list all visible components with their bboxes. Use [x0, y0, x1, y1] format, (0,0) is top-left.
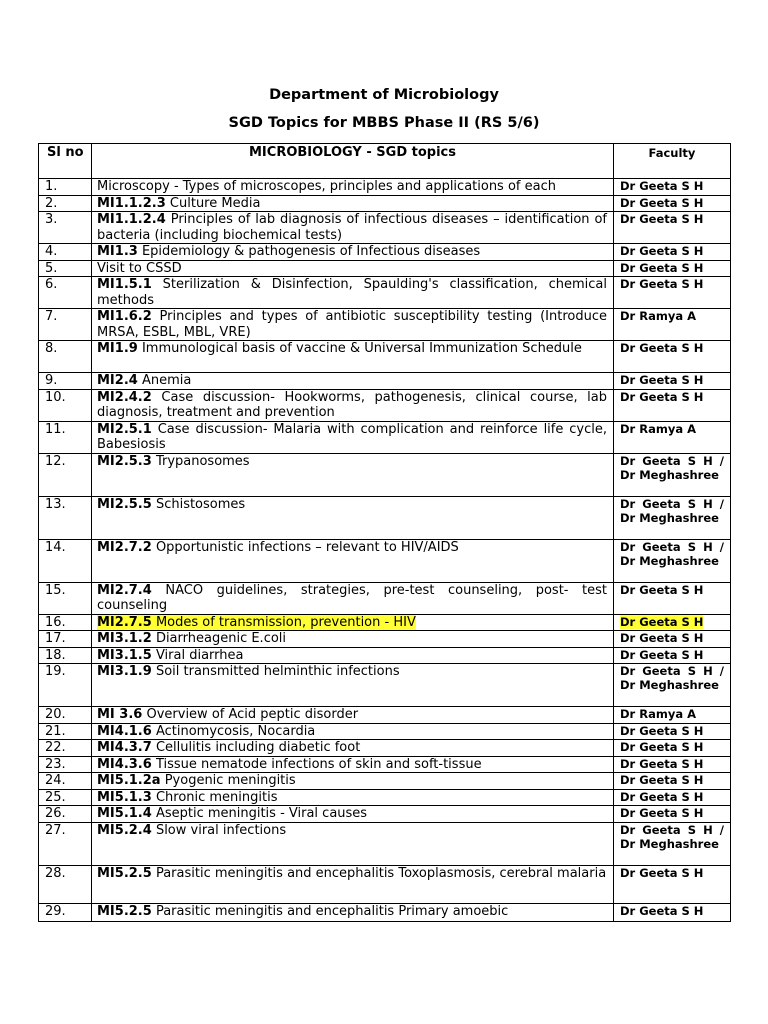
row-topic [92, 614, 614, 631]
row-faculty: Dr Geeta S H [614, 179, 731, 196]
row-faculty: Dr Geeta S H [614, 740, 731, 757]
row-topic [92, 341, 614, 373]
row-sl-no: 24. [39, 773, 92, 790]
topic-code: MI5.2.4 [97, 822, 152, 838]
topic-text: Parasitic meningitis and encephalitis Primary amoebic [155, 903, 509, 919]
row-topic [92, 195, 614, 212]
topic-code: MI1.9 [97, 341, 138, 356]
topic-text: Viral diarrhea [155, 647, 244, 663]
row-faculty: Dr Geeta S H [614, 806, 731, 823]
row-topic [92, 373, 614, 390]
row-topic [92, 496, 614, 539]
topic-code: MI2.4 [97, 373, 138, 388]
topic-code: MI3.1.5 [97, 647, 152, 663]
row-faculty: Dr Ramya A [614, 309, 731, 341]
topic-code: MI1.6.2 [97, 309, 152, 324]
header-sl-no: Sl no [39, 144, 92, 179]
table-row [39, 723, 731, 740]
topic-text: Epidemiology & pathogenesis of Infectious diseases [141, 244, 481, 259]
row-topic [92, 212, 614, 244]
row-topic [92, 756, 614, 773]
topic-code: MI2.7.4 [97, 582, 152, 598]
row-topic [92, 723, 614, 740]
row-topic [92, 179, 614, 196]
topic-text: Overview of Acid peptic disorder [146, 707, 359, 722]
table-row [39, 806, 731, 823]
table-row [39, 260, 731, 277]
table-row [39, 309, 731, 341]
row-sl-no: 23. [39, 756, 92, 773]
row-sl-no: 14. [39, 539, 92, 582]
table-row [39, 631, 731, 648]
topic-text: Case discussion- Hookworms, pathogenesis, clinical course, lab diagnosis, treatment and prevention [97, 389, 607, 420]
row-topic [92, 539, 614, 582]
row-sl-no: 8. [39, 341, 92, 373]
table-row [39, 865, 731, 903]
topic-text: Principles of lab diagnosis of infectious diseases – identification of bacteria (including biochemical tests) [97, 212, 608, 243]
topic-text: Opportunistic infections – relevant to HIV/AIDS [155, 539, 459, 555]
table-row [39, 453, 731, 496]
topic-code: MI2.4.2 [97, 389, 152, 405]
table-row [39, 647, 731, 664]
row-faculty: Dr Geeta S H [614, 341, 731, 373]
row-sl-no: 25. [39, 789, 92, 806]
row-faculty: Dr Geeta S H [614, 212, 731, 244]
row-faculty: Dr Geeta S H [614, 195, 731, 212]
row-topic [92, 806, 614, 823]
topic-code: MI 3.6 [97, 707, 143, 722]
row-sl-no: 5. [39, 260, 92, 277]
row-faculty: Dr Geeta S H [614, 582, 731, 614]
topic-code: MI2.5.1 [97, 421, 152, 437]
topic-code: MI2.7.2 [97, 539, 152, 555]
row-topic [92, 740, 614, 757]
topic-code: MI1.3 [97, 244, 138, 259]
row-sl-no: 29. [39, 903, 92, 921]
table-row [39, 614, 731, 631]
row-faculty: Dr Geeta S H [614, 389, 731, 421]
header-faculty: Faculty [614, 144, 731, 179]
topic-code: MI4.3.6 [97, 756, 152, 772]
topic-code: MI4.3.7 [97, 740, 152, 755]
table-row [39, 389, 731, 421]
header-topic: MICROBIOLOGY - SGD topics [92, 144, 614, 179]
topic-code: MI5.1.2a [97, 773, 161, 788]
topic-code: MI5.2.5 [97, 865, 152, 881]
row-topic [92, 260, 614, 277]
row-sl-no: 20. [39, 707, 92, 724]
row-sl-no: 17. [39, 631, 92, 648]
row-topic [92, 822, 614, 865]
topic-code: MI2.5.3 [97, 453, 152, 469]
topic-text: Slow viral infections [155, 822, 287, 838]
row-faculty: Dr Geeta S H [614, 865, 731, 903]
row-topic [92, 277, 614, 309]
row-sl-no: 10. [39, 389, 92, 421]
row-faculty: Dr Geeta S H [614, 373, 731, 390]
row-sl-no: 2. [39, 195, 92, 212]
table-row [39, 903, 731, 921]
page-title: Department of Microbiology [269, 87, 499, 103]
topic-text: Sterilization & Disinfection, Spaulding's classification, chemical methods [97, 277, 607, 308]
topic-text: Tissue nematode infections of skin and soft-tissue [155, 756, 482, 772]
topic-code: MI4.1.6 [97, 723, 152, 739]
topic-code: MI1.1.2.3 [97, 195, 166, 211]
row-sl-no: 18. [39, 647, 92, 664]
row-topic [92, 647, 614, 664]
row-topic [92, 421, 614, 453]
row-topic [92, 865, 614, 903]
page-subtitle: SGD Topics for MBBS Phase II (RS 5/6) [228, 115, 540, 131]
row-sl-no: 21. [39, 723, 92, 740]
topic-text: Anemia [141, 373, 192, 388]
table-row [39, 707, 731, 724]
row-topic [92, 631, 614, 648]
row-faculty: Dr Geeta S H / Dr Meghashree [614, 496, 731, 539]
row-sl-no: 4. [39, 244, 92, 261]
topic-text: Cellulitis including diabetic foot [155, 740, 361, 755]
topic-text: Actinomycosis, Nocardia [155, 723, 316, 739]
table-row [39, 773, 731, 790]
topic-code: MI5.1.4 [97, 806, 152, 821]
row-faculty: Dr Geeta S H [614, 647, 731, 664]
row-sl-no: 13. [39, 496, 92, 539]
topic-text: Schistosomes [155, 496, 246, 512]
table-row [39, 740, 731, 757]
table-row [39, 212, 731, 244]
row-topic [92, 582, 614, 614]
row-topic [92, 707, 614, 724]
table-row [39, 822, 731, 865]
row-topic [92, 903, 614, 921]
row-sl-no: 19. [39, 664, 92, 707]
row-topic [92, 389, 614, 421]
table-row [39, 582, 731, 614]
row-faculty: Dr Ramya A [614, 707, 731, 724]
table-row [39, 277, 731, 309]
topic-code: MI2.7.5 [97, 614, 152, 630]
row-topic [92, 309, 614, 341]
row-faculty: Dr Geeta S H / Dr Meghashree [614, 453, 731, 496]
row-faculty: Dr Geeta S H [614, 773, 731, 790]
topic-text: NACO guidelines, strategies, pre-test counseling, post- test counseling [97, 582, 608, 613]
row-faculty: Dr Geeta S H / Dr Meghashree [614, 664, 731, 707]
row-faculty: Dr Geeta S H [614, 789, 731, 806]
row-sl-no: 11. [39, 421, 92, 453]
table-row [39, 341, 731, 373]
row-topic [92, 244, 614, 261]
topic-text: Soil transmitted helminthic infections [155, 664, 400, 679]
topic-code: MI5.1.3 [97, 789, 152, 805]
row-faculty: Dr Geeta S H [614, 277, 731, 309]
topic-text: Immunological basis of vaccine & Universal Immunization Schedule [141, 341, 582, 356]
row-faculty: Dr Geeta S H [614, 244, 731, 261]
table-row [39, 539, 731, 582]
topic-text: Parasitic meningitis and encephalitis Toxoplasmosis, cerebral malaria [155, 865, 607, 881]
row-topic [92, 453, 614, 496]
topic-code: MI3.1.2 [97, 631, 152, 646]
row-faculty: Dr Geeta S H [614, 723, 731, 740]
topic-text: Case discussion- Malaria with complication and reinforce life cycle, Babesiosis [97, 421, 608, 452]
row-faculty: Dr Geeta S H [614, 614, 731, 631]
row-faculty: Dr Geeta S H [614, 903, 731, 921]
table-row [39, 789, 731, 806]
row-faculty: Dr Geeta S H [614, 631, 731, 648]
table-row [39, 179, 731, 196]
row-topic [92, 773, 614, 790]
row-sl-no: 3. [39, 212, 92, 244]
topic-code: MI1.5.1 [97, 277, 152, 292]
topic-text: Aseptic meningitis - Viral causes [155, 806, 368, 821]
topic-text: Diarrheagenic E.coli [155, 631, 287, 646]
row-faculty: Dr Geeta S H [614, 756, 731, 773]
row-faculty: Dr Geeta S H [614, 260, 731, 277]
row-sl-no: 26. [39, 806, 92, 823]
row-faculty: Dr Ramya A [614, 421, 731, 453]
row-topic [92, 789, 614, 806]
topic-code: MI5.2.5 [97, 903, 152, 919]
row-sl-no: 28. [39, 865, 92, 903]
topic-code: MI1.1.2.4 [97, 212, 166, 227]
topic-text: Pyogenic meningitis [164, 773, 296, 788]
row-faculty: Dr Geeta S H / Dr Meghashree [614, 539, 731, 582]
table-header-row [39, 144, 731, 179]
topic-text: Principles and types of antibiotic susceptibility testing (Introduce MRSA, ESBL, MBL, VRE) [97, 309, 607, 340]
topic-text: Microscopy - Types of microscopes, principles and applications of each [97, 179, 556, 194]
table-row [39, 244, 731, 261]
row-sl-no: 15. [39, 582, 92, 614]
row-sl-no: 9. [39, 373, 92, 390]
row-topic [92, 664, 614, 707]
table-row [39, 421, 731, 453]
table-row [39, 373, 731, 390]
topic-text: Chronic meningitis [155, 789, 278, 805]
table-row [39, 756, 731, 773]
row-faculty: Dr Geeta S H / Dr Meghashree [614, 822, 731, 865]
table-row [39, 496, 731, 539]
topic-text: Culture Media [169, 195, 261, 211]
row-sl-no: 7. [39, 309, 92, 341]
row-sl-no: 27. [39, 822, 92, 865]
topic-text: Visit to CSSD [97, 260, 182, 276]
row-sl-no: 22. [39, 740, 92, 757]
row-sl-no: 6. [39, 277, 92, 309]
topic-text: Trypanosomes [155, 453, 250, 469]
sgd-topics-table [38, 143, 731, 922]
topic-code: MI2.5.5 [97, 496, 152, 512]
topic-code: MI3.1.9 [97, 664, 152, 679]
table-row [39, 195, 731, 212]
row-sl-no: 12. [39, 453, 92, 496]
row-sl-no: 16. [39, 614, 92, 631]
topic-text: Modes of transmission, prevention - HIV [155, 614, 416, 630]
row-sl-no: 1. [39, 179, 92, 196]
table-row [39, 664, 731, 707]
